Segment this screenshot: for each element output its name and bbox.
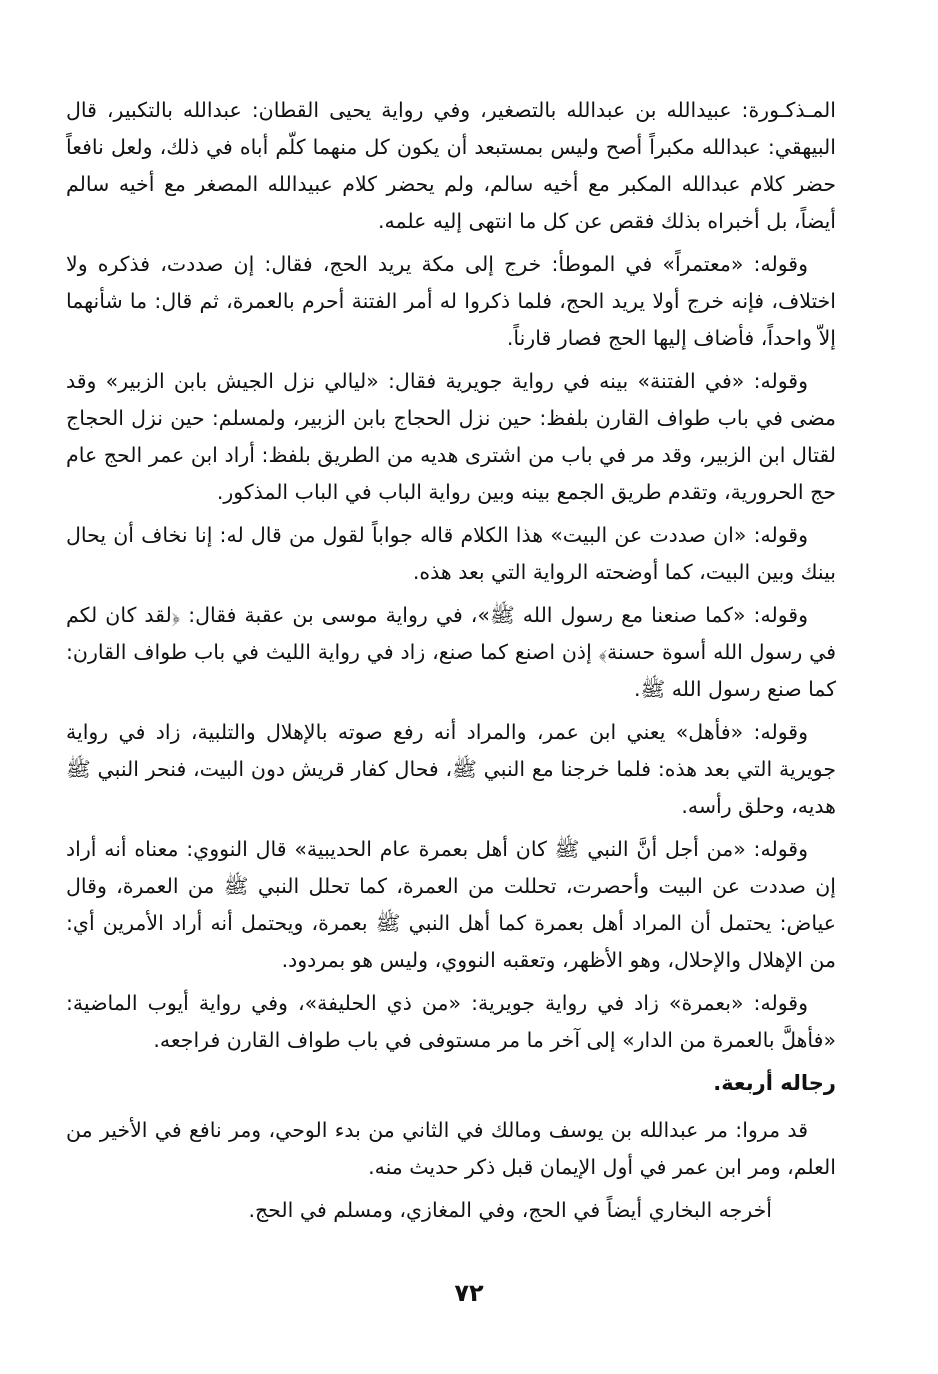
section-heading: رجاله أربعة. bbox=[713, 1071, 836, 1095]
paragraph-takhrij: أخرجه البخاري أيضاً في الحج، وفي المغازي، ومسلم في الحج. bbox=[248, 1198, 772, 1222]
paragraph-fitna: وقوله: «في الفتنة» بينه في رواية جويرية فقال: «ليالي نزل الجيش بابن الزبير» وقد مضى في باب طواف القارن بلفظ: حين نزل الحجاج بابن الزبير، ولمسلم: حين نزل الحجاج لقتال ابن الزبير، وقد مر في باب من اشترى هديه من الطريق بلفظ: أراد ابن عمر الحج عام حج الحرورية، وتقدم طريق الجمع بينه وبين رواية الباب في الباب المذكور. bbox=[66, 369, 836, 504]
paragraph-min-ajli: وقوله: «من أجل أنَّ النبي ﷺ كان أهل بعمرة عام الحديبية» قال النووي: معناه أنه أراد إن صددت عن البيت وأحصرت، تحللت من العمرة، كما تحلل النبي ﷺ من العمرة، وقال عياض: يحتمل أن المراد أهل بعمرة كما أهل النبي ﷺ بعمرة، ويحتمل أنه أراد الأمرين أي: من الإهلال والإحلال، وهو الأظهر، وتعقبه النووي، وليس هو بمردود. bbox=[66, 837, 836, 972]
paragraph-sudidtu: وقوله: «ان صددت عن البيت» هذا الكلام قاله جواباً لقول من قال له: إنا نخاف أن يحال بينك وبين البيت، كما أوضحته الرواية التي بعد هذه. bbox=[66, 523, 836, 584]
paragraph-intro: المـذكـورة: عبيدالله بن عبدالله بالتصغير، وفي رواية يحيى القطان: عبدالله بالتكبير، قال البيهقي: عبدالله مكبراً أصح وليس بمستبعد أن يكون كل منهما كلّم أباه في ذلك، ولعل نافعاً حضر كلام عبدالله المكبر مع أخيه سالم، ولم يحضر كلام عبيدالله المصغر مع أخيه سالم أيضاً، بل أخبراه بذلك فقص عن كل ما انتهى إليه علمه. bbox=[66, 98, 836, 233]
paragraph-bi-umra: وقوله: «بعمرة» زاد في رواية جويرية: «من ذي الحليفة»، وفي رواية أيوب الماضية: «فأهلَّ بالعمرة من الدار» إلى آخر ما مر مستوفى في باب طواف القارن فراجعه. bbox=[66, 991, 836, 1052]
page-body bbox=[66, 92, 836, 1235]
paragraph-kama-sanana: وقوله: «كما صنعنا مع رسول الله ﷺ»، في رواية موسى بن عقبة فقال: ﴿لقد كان لكم في رسول الله أسوة حسنة﴾ إذن اصنع كما صنع، زاد في رواية الليث في باب طواف القارن: كما صنع رسول الله ﷺ. bbox=[66, 603, 836, 701]
paragraph-fa-ahalla: وقوله: «فأهل» يعني ابن عمر، والمراد أنه رفع صوته بالإهلال والتلبية، زاد في رواية جويرية التي بعد هذه: فلما خرجنا مع النبي ﷺ، فحال كفار قريش دون البيت، فنحر النبي ﷺ هديه، وحلق رأسه. bbox=[66, 720, 836, 818]
page-number: ٧٢ bbox=[454, 1279, 484, 1307]
paragraph-narrators: قد مروا: مر عبدالله بن يوسف ومالك في الثاني من بدء الوحي، ومر نافع في الأخير من العلم، ومر ابن عمر في أول الإيمان قبل ذكر حديث منه. bbox=[66, 1118, 836, 1179]
paragraph-mutamiran: وقوله: «معتمراً» في الموطأ: خرج إلى مكة يريد الحج، فقال: إن صددت، فذكره ولا اختلاف، فإنه خرج أولا يريد الحج، فلما ذكروا له أمر الفتنة أحرم بالعمرة، ثم قال: ما شأنهما إلاّ واحداً، فأضاف إليها الحج فصار قارناً. bbox=[66, 252, 836, 350]
